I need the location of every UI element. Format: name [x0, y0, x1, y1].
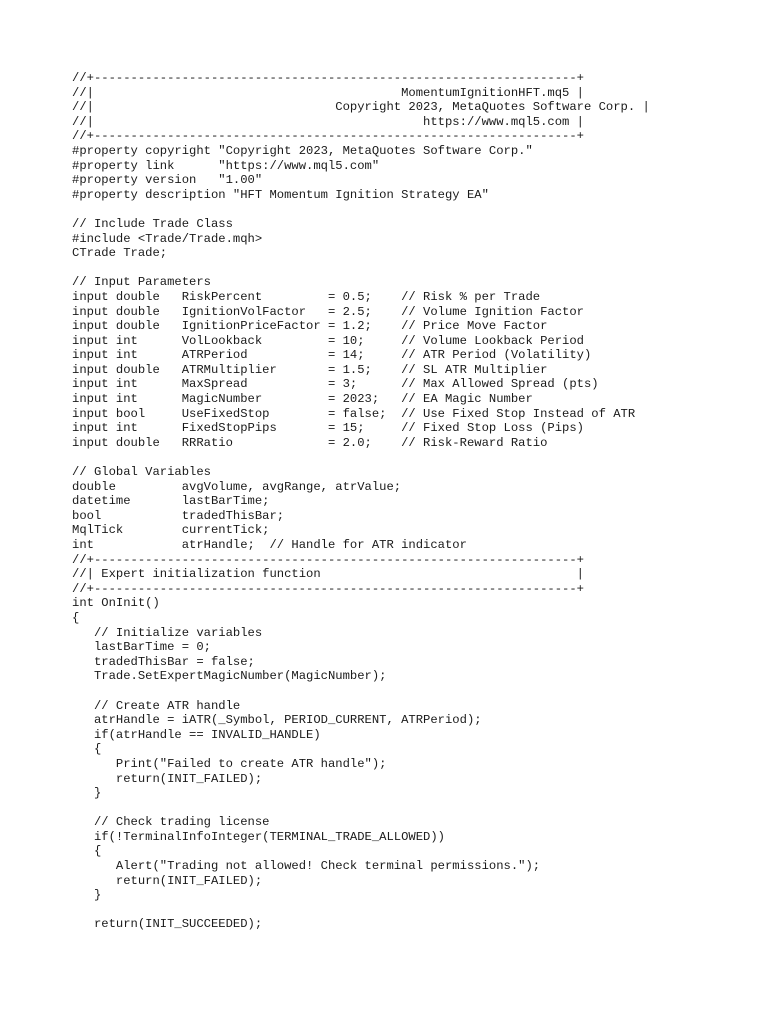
code-line: MqlTick currentTick;: [72, 523, 270, 538]
code-line: }: [72, 786, 102, 801]
code-line: [72, 801, 650, 816]
code-line: [72, 202, 650, 217]
code-line: input int MaxSpread = 3; // Max Allowed Spread (pts): [72, 377, 599, 392]
code-line: int OnInit(): [72, 596, 160, 611]
code-line: datetime lastBarTime;: [72, 494, 270, 509]
code-line: bool tradedThisBar;: [72, 508, 285, 523]
code-line: //| https://www.mql5.com |: [72, 114, 584, 129]
code-line: [72, 684, 650, 699]
code-line: #include <Trade/Trade.mqh>: [72, 231, 263, 246]
code-line: [72, 903, 650, 918]
code-line: return(INIT_FAILED);: [72, 873, 263, 888]
source-code-block: [72, 71, 650, 932]
code-line: // Include Trade Class: [72, 216, 233, 231]
code-line: Alert("Trading not allowed! Check terminal permissions.");: [72, 859, 541, 874]
code-line: CTrade Trade;: [72, 246, 168, 261]
code-line: input double ATRMultiplier = 1.5; // SL ATR Multiplier: [72, 362, 548, 377]
code-line: // Global Variables: [72, 465, 211, 480]
code-line: //| MomentumIgnitionHFT.mq5 |: [72, 85, 584, 100]
code-line: }: [72, 888, 102, 903]
code-line: input double RRRatio = 2.0; // Risk-Reward Ratio: [72, 435, 548, 450]
code-line: double avgVolume, avgRange, atrValue;: [72, 479, 402, 494]
code-line: input int ATRPeriod = 14; // ATR Period (Volatility): [72, 348, 592, 363]
code-line: input double IgnitionPriceFactor = 1.2; // Price Move Factor: [72, 319, 548, 334]
code-line: //+------------------------------------------------------------------+: [72, 71, 584, 85]
code-line: // Input Parameters: [72, 275, 211, 290]
code-line: return(INIT_SUCCEEDED);: [72, 917, 263, 932]
code-line: input int VolLookback = 10; // Volume Lookback Period: [72, 333, 584, 348]
code-line: input double IgnitionVolFactor = 2.5; // Volume Ignition Factor: [72, 304, 584, 319]
code-line: int atrHandle; // Handle for ATR indicator: [72, 538, 467, 552]
code-line: //+------------------------------------------------------------------+: [72, 129, 584, 144]
code-line: //+------------------------------------------------------------------+: [72, 552, 584, 567]
code-line: #property link "https://www.mql5.com": [72, 158, 380, 173]
code-line: //| Expert initialization function |: [72, 567, 584, 582]
code-line: atrHandle = iATR(_Symbol, PERIOD_CURRENT, ATRPeriod);: [72, 713, 482, 728]
code-line: //| Copyright 2023, MetaQuotes Software Corp. |: [72, 100, 650, 115]
code-line: #property description "HFT Momentum Ignition Strategy EA": [72, 187, 489, 202]
code-line: {: [72, 610, 80, 625]
code-line: input double RiskPercent = 0.5; // Risk % per Trade: [72, 289, 541, 304]
code-line: if(atrHandle == INVALID_HANDLE): [72, 727, 321, 742]
code-line: tradedThisBar = false;: [72, 654, 255, 669]
code-line: Trade.SetExpertMagicNumber(MagicNumber);: [72, 669, 387, 684]
code-line: #property version "1.00": [72, 173, 263, 188]
code-line: {: [72, 844, 102, 859]
code-line: input int FixedStopPips = 15; // Fixed Stop Loss (Pips): [72, 421, 584, 436]
code-line: input int MagicNumber = 2023; // EA Magic Number: [72, 392, 533, 407]
code-line: #property copyright "Copyright 2023, MetaQuotes Software Corp.": [72, 143, 533, 158]
code-line: Print("Failed to create ATR handle");: [72, 756, 387, 771]
code-line: if(!TerminalInfoInteger(TERMINAL_TRADE_ALLOWED)): [72, 829, 445, 844]
code-line: lastBarTime = 0;: [72, 640, 211, 655]
code-line: // Initialize variables: [72, 625, 263, 640]
code-line: // Check trading license: [72, 815, 270, 830]
code-line: return(INIT_FAILED);: [72, 771, 263, 786]
code-line: //+------------------------------------------------------------------+: [72, 581, 584, 596]
code-line: [72, 450, 650, 465]
code-line: // Create ATR handle: [72, 698, 241, 713]
code-line: {: [72, 742, 102, 757]
code-line: [72, 261, 650, 276]
code-line: input bool UseFixedStop = false; // Use Fixed Stop Instead of ATR: [72, 406, 636, 421]
